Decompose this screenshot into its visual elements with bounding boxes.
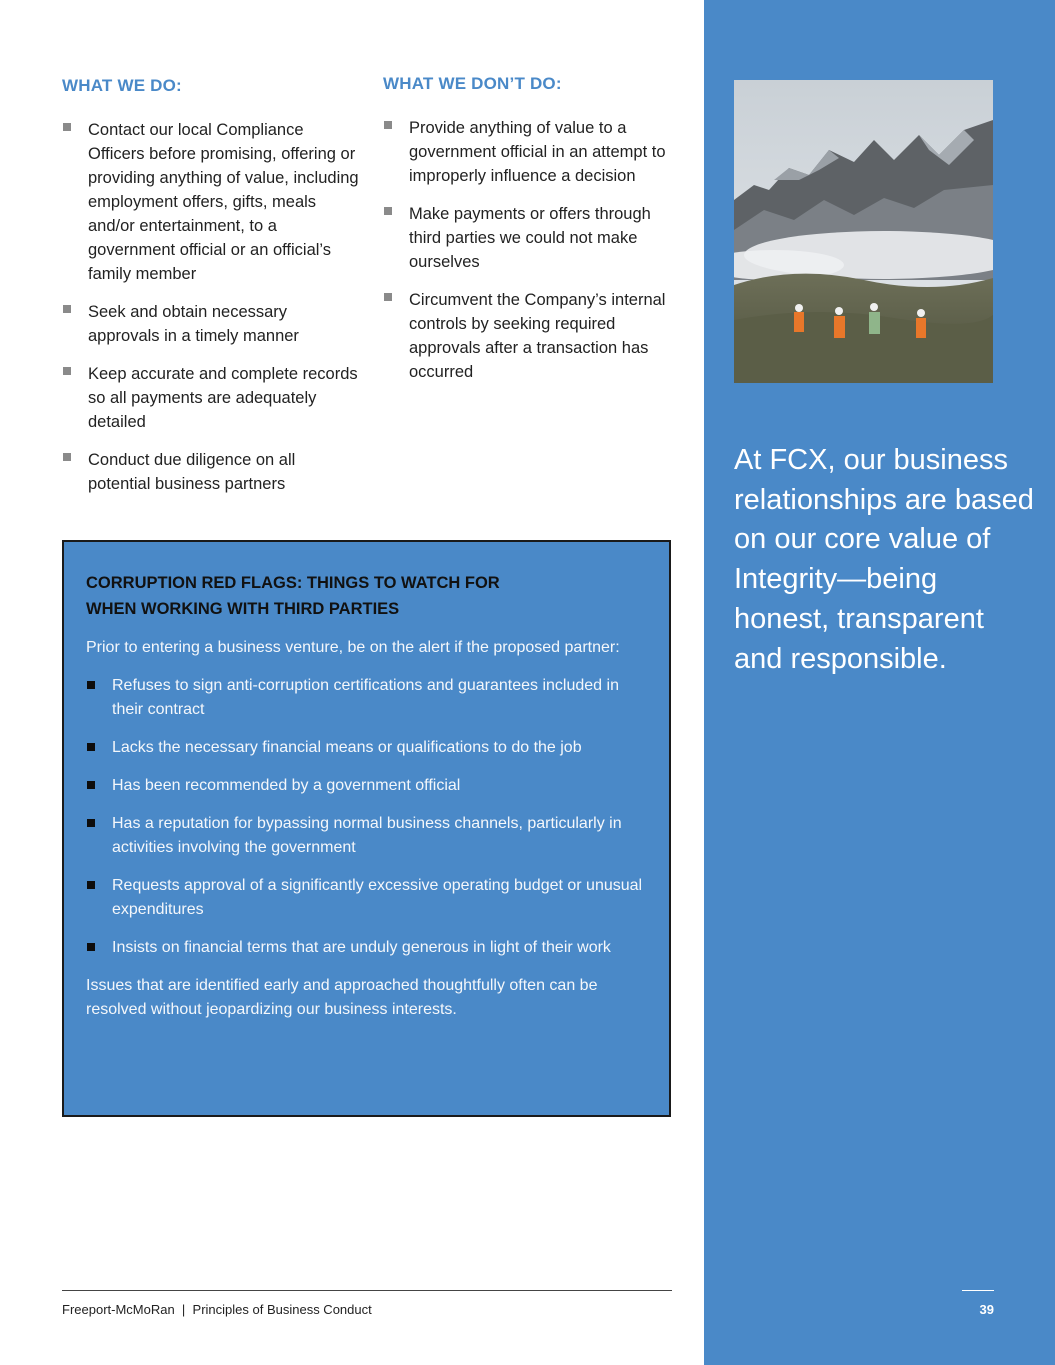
page-number: 39: [979, 1302, 994, 1317]
red-flags-closing: Issues that are identified early and approached thoughtfully often can be resolved without jeopardizing our business interests.: [86, 977, 598, 1018]
red-flags-intro: Prior to entering a business venture, be on the alert if the proposed partner:: [86, 639, 620, 656]
square-bullet-icon: [87, 781, 95, 789]
square-bullet-icon: [87, 743, 95, 751]
page-number-rule: [962, 1290, 994, 1291]
square-bullet-icon: [63, 305, 71, 313]
footer-text: Freeport-McMoRan | Principles of Business Conduct: [62, 1302, 372, 1317]
list-item: Contact our local Compliance Officers before promising, offering or providing anything of value, including employment offers, gifts, meals and/or entertainment, to a government official or an official’s family member: [62, 118, 362, 286]
footer-rule: [62, 1290, 672, 1291]
what-we-do-heading: WHAT WE DO:: [62, 76, 182, 95]
list-item: Refuses to sign anti-corruption certifications and guarantees included in their contract: [86, 674, 647, 722]
list-item: Keep accurate and complete records so all payments are adequately detailed: [62, 362, 362, 434]
what-we-dont-do-column: [383, 74, 683, 398]
list-item: Has been recommended by a government official: [86, 774, 647, 798]
square-bullet-icon: [87, 881, 95, 889]
square-bullet-icon: [63, 367, 71, 375]
red-flags-box: [62, 540, 671, 1117]
square-bullet-icon: [87, 681, 95, 689]
list-item: Conduct due diligence on all potential business partners: [62, 448, 362, 496]
square-bullet-icon: [63, 123, 71, 131]
red-flags-list: [86, 674, 647, 960]
list-item: Has a reputation for bypassing normal business channels, particularly in activities involving the government: [86, 812, 647, 860]
square-bullet-icon: [63, 453, 71, 461]
list-item: Lacks the necessary financial means or qualifications to do the job: [86, 736, 647, 760]
what-we-do-column: [62, 76, 362, 510]
square-bullet-icon: [384, 121, 392, 129]
list-item: Provide anything of value to a government official in an attempt to improperly influence a decision: [383, 116, 683, 188]
square-bullet-icon: [87, 819, 95, 827]
what-we-dont-do-heading: WHAT WE DON’T DO:: [383, 74, 562, 93]
square-bullet-icon: [384, 293, 392, 301]
what-we-dont-do-list: [383, 116, 683, 384]
list-item: Circumvent the Company’s internal controls by seeking required approvals after a transaction has occurred: [383, 288, 683, 384]
red-flags-title: CORRUPTION RED FLAGS: THINGS TO WATCH FOR WHEN WORKING WITH THIRD PARTIES: [86, 574, 500, 618]
square-bullet-icon: [384, 207, 392, 215]
list-item: Seek and obtain necessary approvals in a timely manner: [62, 300, 362, 348]
list-item: Insists on financial terms that are unduly generous in light of their work: [86, 936, 647, 960]
mountain-workers-photo: [734, 80, 993, 383]
square-bullet-icon: [87, 943, 95, 951]
list-item: Requests approval of a significantly excessive operating budget or unusual expenditures: [86, 874, 647, 922]
sidebar: [704, 0, 1055, 1365]
what-we-do-list: [62, 118, 362, 496]
list-item: Make payments or offers through third parties we could not make ourselves: [383, 202, 683, 274]
sidebar-quote: At FCX, our business relationships are based on our core value of Integrity—being honest, transparent and responsible.: [734, 444, 1034, 675]
